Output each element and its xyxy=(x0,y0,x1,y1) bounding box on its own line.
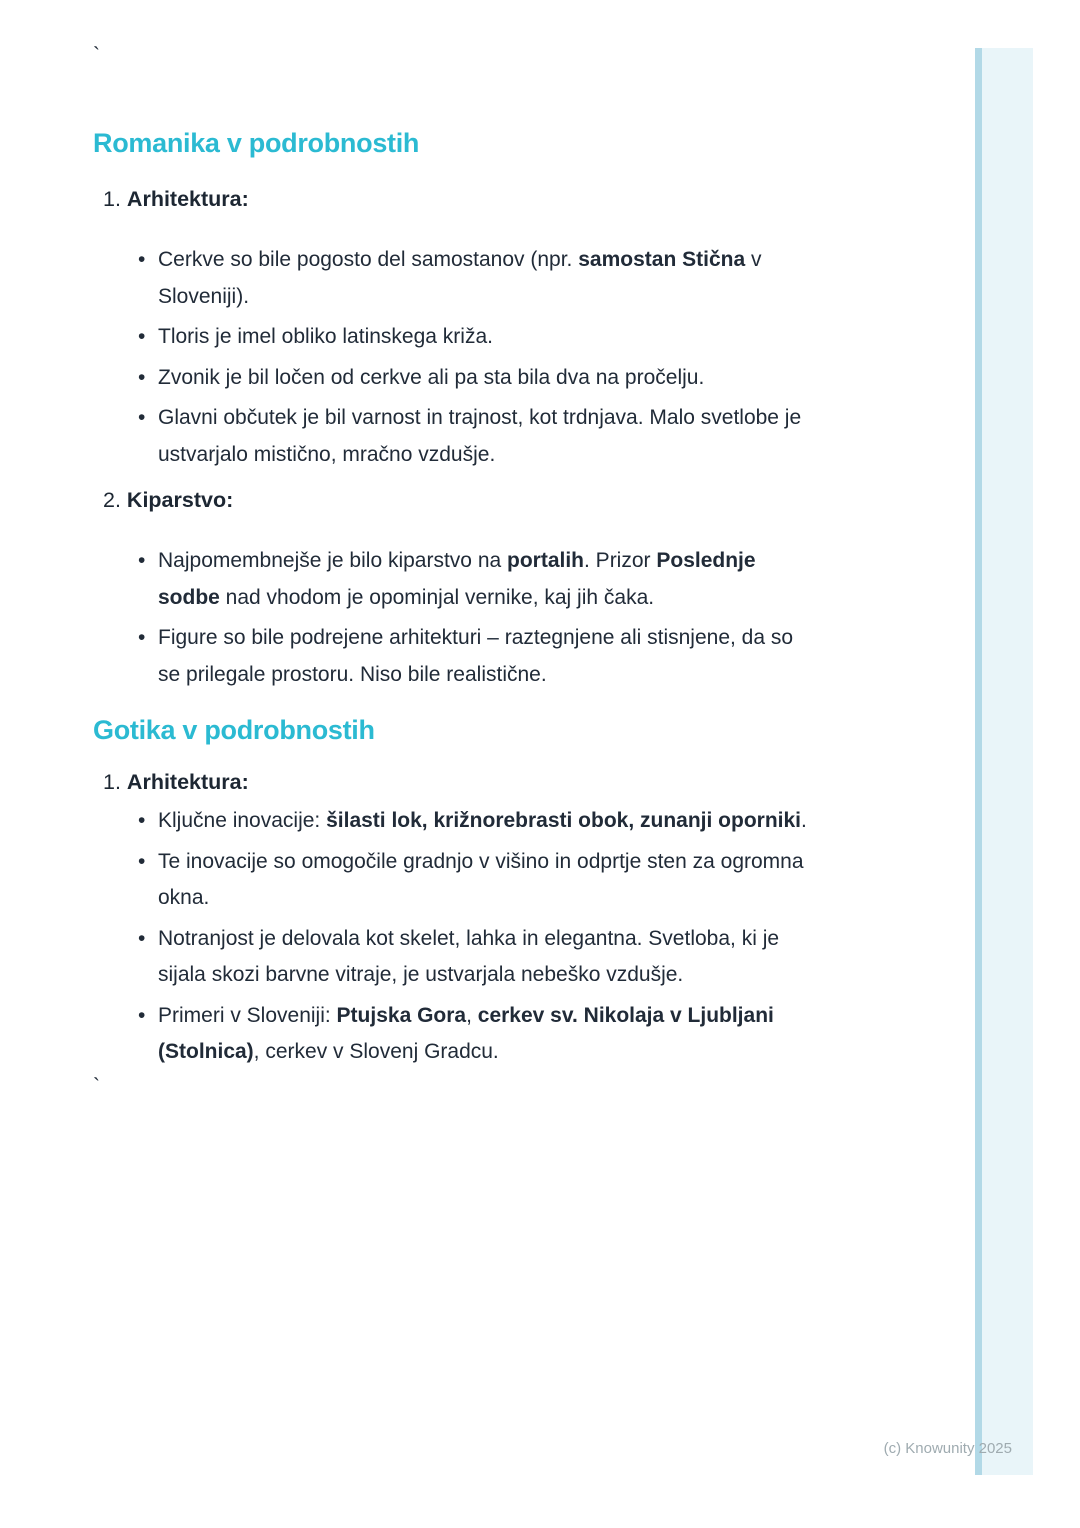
item-title: Kiparstvo: xyxy=(126,488,234,512)
bullet-item xyxy=(137,319,813,356)
bullet-item xyxy=(137,242,813,315)
bullet-item xyxy=(137,844,813,917)
bullet-item xyxy=(137,543,813,616)
section-gotika xyxy=(93,713,920,1071)
text-run: , xyxy=(466,1003,478,1027)
bold-text-run: portalih xyxy=(507,549,585,572)
section-romanika xyxy=(93,126,920,693)
item-title: Arhitektura: xyxy=(126,187,249,211)
text-run: . Prizor xyxy=(584,549,657,572)
bold-text-run: šilasti lok, križnorebrasti obok, zunanji oporniki xyxy=(326,809,802,832)
bullet-list xyxy=(137,242,813,473)
bold-text-run: samostan Stična xyxy=(578,248,746,271)
bullet-item xyxy=(137,620,813,693)
bullet-item xyxy=(137,360,813,397)
text-run: Notranjost je delovala kot skelet, lahka in elegantna. Svetloba, ki je sijala skozi barvne vitraje, je ustvarjala nebeško vzdušje. xyxy=(158,926,780,986)
text-run: Ključne inovacije: xyxy=(158,809,327,832)
text-run: Tloris je imel obliko latinskega križa. xyxy=(158,325,493,348)
item-number: 2. xyxy=(103,488,121,512)
text-run: Cerkve so bile pogosto del samostanov (npr. xyxy=(158,248,579,271)
bullet-list xyxy=(137,543,813,693)
bullet-item xyxy=(137,921,813,994)
copyright-footer: (c) Knowunity 2025 xyxy=(883,1440,1012,1457)
item-number: 1. xyxy=(103,770,121,794)
item-title: Arhitektura: xyxy=(126,770,249,794)
text-run: v Sloveniji). xyxy=(158,248,762,308)
section-heading: Gotika v podrobnostih xyxy=(93,715,375,745)
bullet-list xyxy=(137,803,813,1071)
bullet-item xyxy=(137,400,813,473)
text-run: Figure so bile podrejene arhitekturi – raztegnjene ali stisnjene, da so se prilegale prostoru. Niso bile realistične. xyxy=(158,626,794,686)
numbered-item-label xyxy=(93,487,920,513)
bold-text-run: Ptujska Gora xyxy=(336,1003,467,1027)
stray-backtick-bottom: ` xyxy=(93,1074,100,1098)
bold-text-run: Poslednje sodbe xyxy=(158,549,756,609)
text-run: Te inovacije so omogočile gradnjo v višino in odprtje sten za ogromna okna. xyxy=(158,849,804,909)
bold-text-run: cerkev sv. Nikolaja v Ljubljani (Stolnica) xyxy=(158,1003,774,1063)
item-number: 1. xyxy=(103,187,121,211)
numbered-item-label xyxy=(93,186,920,212)
text-run: , cerkev v Slovenj Gradcu. xyxy=(253,1040,499,1063)
numbered-item-label xyxy=(93,769,920,795)
text-run: . xyxy=(801,809,807,832)
text-run: Primeri v Sloveniji: xyxy=(158,1003,337,1027)
text-run: Glavni občutek je bil varnost in trajnost, kot trdnjava. Malo svetlobe je ustvarjalo mistično, mračno vzdušje. xyxy=(158,406,802,466)
text-run: Najpomembnejše je bilo kiparstvo na xyxy=(158,549,508,572)
bullet-item xyxy=(137,803,813,840)
bullet-item xyxy=(137,998,813,1071)
stray-backtick-top: ` xyxy=(93,44,100,67)
text-run: nad vhodom je opominjal vernike, kaj jih čaka. xyxy=(219,585,655,609)
sections-container xyxy=(93,126,920,1071)
section-heading: Romanika v podrobnostih xyxy=(93,128,420,158)
text-run: Zvonik je bil ločen od cerkve ali pa sta bila dva na pročelju. xyxy=(158,365,705,389)
